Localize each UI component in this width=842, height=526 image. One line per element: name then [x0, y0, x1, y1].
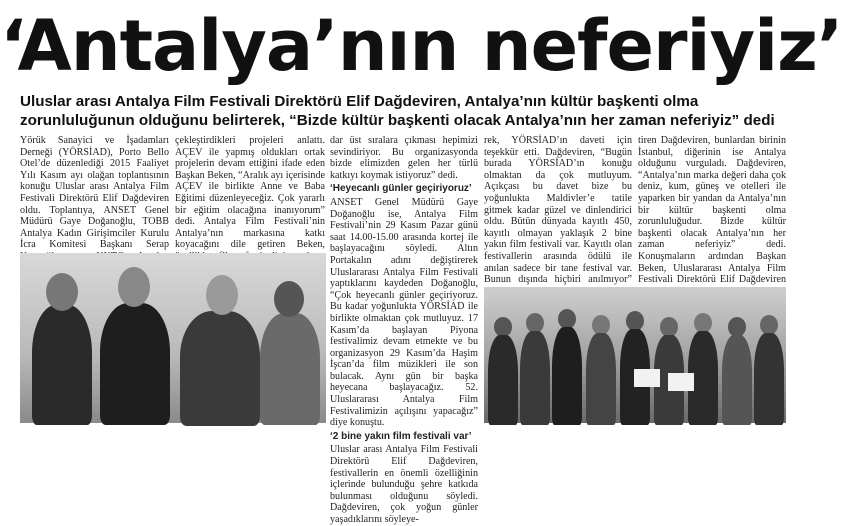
column-5-text: tiren Dağdeviren, bunlardan birinin İstanbul, diğerinin ise Antalya olduğunu vurguladı. Dağdeviren, “Antalya’nın marka değeri daha çok deniz, kum, güneş ve otelleri ile yaparken bir yandan da Antalya’nın bir kültür başkenti olma zorunluluğudur. Bizde kültür başkenti olacak Antalya’nın her zaman neferiyiz” dedi. Konuşmaların ardından Başkan Beken, Uluslararası Antalya Film Festivali Direktörü Elif Dağdeviren — [638, 135, 786, 286]
column-3-text-a: dar üst sıralara çıkması hepimizi sevindiriyor. Bu organizasyonda bizde elimizden gelen her türlü katkıyı koymak istiyoruz” dedi. — [330, 135, 478, 181]
column-2: çekleştirdikleri projeleri anlattı. AÇEV ile yapmış oldukları ortak projelerin devam ettiğini ifade eden Başkan Beken, “Aralık ayı içerisinde AÇEV ile birlikte Anne ve Baba Eğitimi düzenleyeceğiz. Çok yararlı bir eğitim olacağına inanıyorum” dedi. Antalya Film Festivali’nin Antalya’nın markasına katkı koyacağını dile getiren Beken, — [175, 135, 325, 251]
column-4-text-a: rek, YÖRSİAD’ın daveti için teşekkür etti. Dağdeviren, “Bugün burada YÖRSİAD’ın konuğu olmaktan da çok mutluyum. Açıkçası bu davet bize bu yoğunlukta Maldivler’e tatile gitmek kadar güzel ve dinlendirici oldu. Bütün dünyada kayıtlı 450, kayıtlı olmayan yaklaşık 2 bine yakın film festivali var. Kayıtlı olan festivallerin arasında ödülü ile anılan sadece bir tane festival var. Bunun dışında hiçbiri anılmıyor” — [484, 135, 632, 286]
group-photo-left — [20, 253, 326, 423]
deck — [20, 92, 800, 130]
subheading-heyecanli: ‘Heyecanlı günler geçiriyoruz’ — [330, 183, 472, 195]
column-4 — [484, 135, 632, 285]
column-3-text-c: Uluslar arası Antalya Film Festivali Direktörü Elif Dağdeviren, festivallerin en önemli özelliğinin içlerinde bulunduğu şehre katkıda bulunması olduğunu söyledi. Dağdeviren, çok yoğun günler yaşadıklarını söyleye- — [330, 444, 478, 525]
column-3-text-b: ANSET Genel Müdürü Gaye Doğanoğlu ise, Antalya Film Festivali’nin 29 Kasım Pazar günü saat 14.00-15.00 arasında kortej ile başlayacağını söyledi. Altın Portakalın adını değiştirerek Uluslararası Antalya Film Festivali yaptıklarını kaydeden Doğanoğlu, “Çok heyecanlı günler geçiriyoruz. Bu kadar yoğunlukta YÖRSİAD ile birlikte olmaktan çok mutluyuz. 17 Kasım’da başlayan Piyona festivalimiz devam etmekte ve bu organizasyon 29 Kasım’da Haşim İşcan’da film müzikleri ile son bulacak. Aynı gün bir başka heyecana başlayacağız. 52. Uluslararası Antalya Film Festivalimizin açılışını yapacağız” diye konuştu. — [330, 196, 478, 429]
column-1: Yörük Sanayici ve İşadamları Derneği (YÖRSİAD), Porto Bello Otel’de düzenlediği 2015 Faaliyet Yılı Kasım ayı olağan toplantısının konuğu Uluslar arası Antalya Film Festivali Direktörü Elif Dağdeviren oldu. Toplantıya, ANSET Genel Müdürü Gaye Doğanoğlu, TOBB Antalya Kadın Girişimciler Kurulu İcra Komitesi Başkanı Serap — [20, 135, 169, 251]
deck-line-2: zorunluluğunun olduğunu belirterek, “Bizde kültür başkenti olacak Antalya’nın her zaman neferiyiz” dedi — [20, 112, 775, 129]
deck-line-1: Uluslar arası Antalya Film Festivali Direktörü Elif Dağdeviren, Antalya’nın kültür başkenti olma — [20, 93, 699, 110]
column-5 — [638, 135, 786, 285]
subheading-film-festivali: ‘2 bine yakın film festivali var’ — [330, 430, 472, 442]
column-3 — [330, 135, 478, 525]
headline: ‘Antalya’nın neferiyiz’ — [0, 5, 842, 87]
group-photo-right — [484, 287, 786, 423]
